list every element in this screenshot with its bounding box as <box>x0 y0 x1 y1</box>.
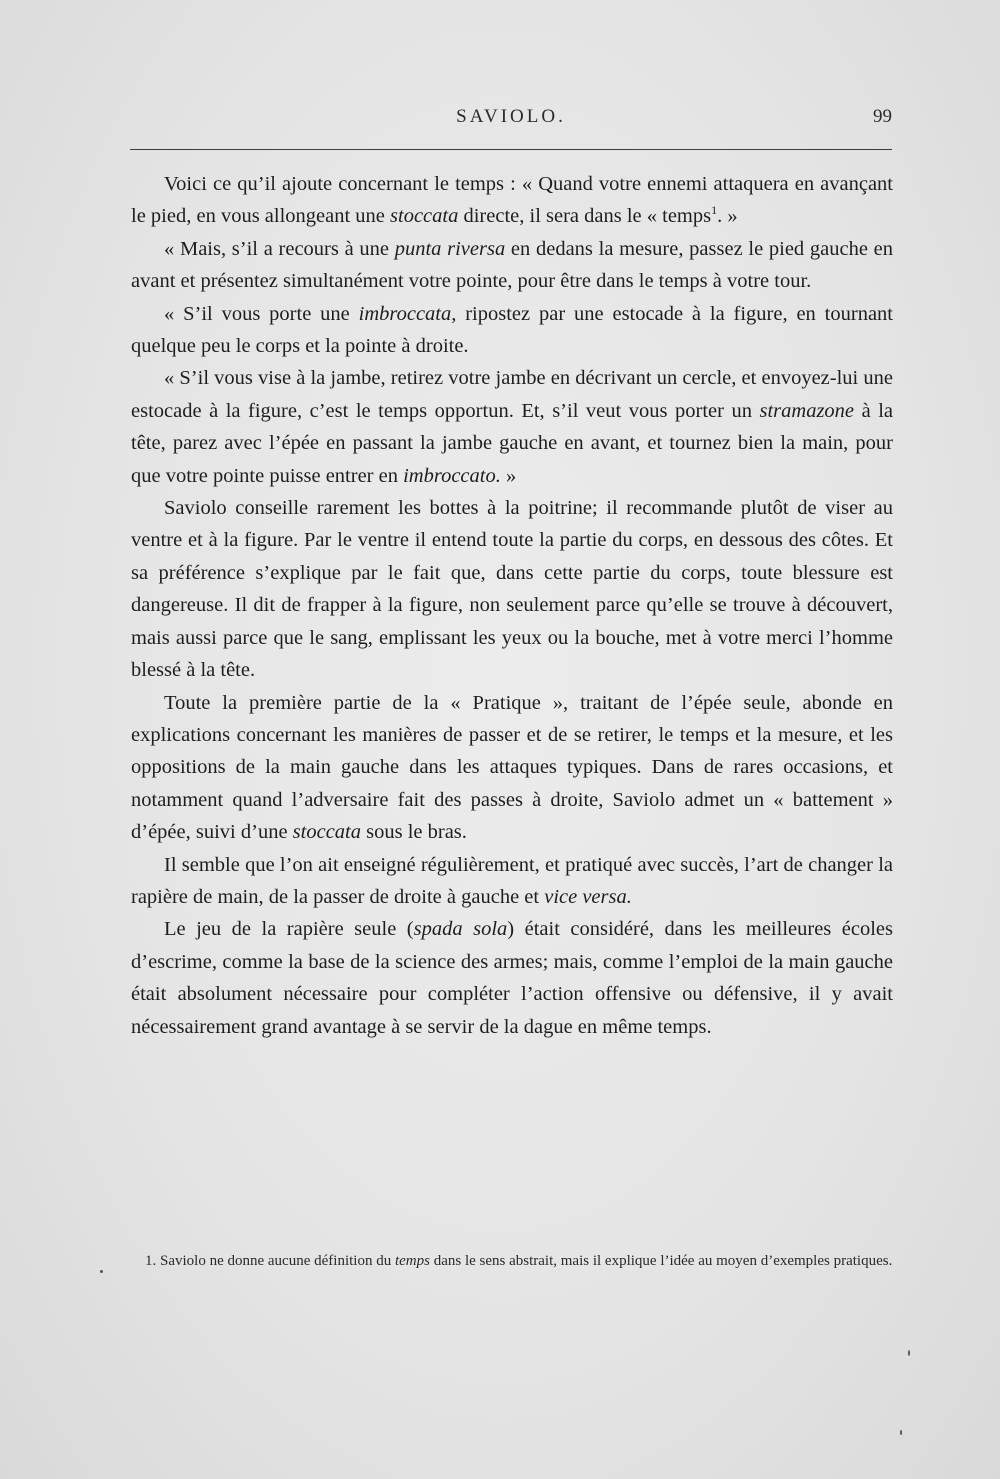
paragraph <box>131 233 893 298</box>
running-head <box>130 106 892 136</box>
text-run: directe, il sera dans le « temps <box>458 205 712 228</box>
paragraph <box>131 168 893 233</box>
text-run: » <box>500 464 517 487</box>
header-rule <box>130 149 892 150</box>
footnote <box>131 1250 893 1272</box>
body-text <box>131 168 893 1043</box>
italic-term: stramazone <box>759 399 855 422</box>
print-speck <box>100 1270 103 1273</box>
italic-term: punta riversa <box>394 237 506 260</box>
italic-term: vice versa. <box>544 885 632 908</box>
italic-term: temps <box>394 1253 430 1269</box>
text-run: Toute la première partie de la « Pratique », traitant de l’épée seule, abonde en explications concernant les manières de passer et de se retirer, le temps et la mesure, et les oppositions de la main gauche dans les attaques typiques. Dans de rares occasions, et notamment quand l’adversaire fait des passes à droite, Saviolo admet un « battement » d’épée, suivi d’une <box>131 691 893 844</box>
paragraph <box>131 849 893 914</box>
paragraph <box>131 687 893 849</box>
text-run: dans le sens abstrait, mais il explique l’idée au moyen d’exemples pratiques. <box>429 1253 893 1269</box>
paragraph <box>131 913 893 1043</box>
text-run: « S’il vous vise à la jambe, retirez votre jambe en décrivant un cercle, et envoyez-lui une estocade à la figure, c’est le temps opportun. Et, s’il veut vous porter un <box>131 367 893 422</box>
text-run: ) était considéré, dans les meilleures écoles d’escrime, comme la base de la science des armes; mais, comme l’emploi de la main gauche était absolument nécessaire pour compléter l’action offensive ou défensive, il y avait nécessairement grand avantage à se servir de la dague en même temps. <box>131 918 893 1038</box>
text-run: Le jeu de la rapière seule ( <box>164 918 414 941</box>
text-run: . » <box>717 205 738 228</box>
italic-term: imbroccata, <box>358 302 457 325</box>
paragraph <box>131 492 893 686</box>
italic-term: spada sola <box>413 918 508 941</box>
text-run: Voici ce qu’il ajoute concernant le temps : « Quand votre ennemi attaquera en avançant le pied, en vous allongeant une <box>131 173 893 228</box>
italic-term: imbroccato. <box>403 464 501 487</box>
text-run: en dedans la mesure, passez le pied gauche en avant et présentez simultanément votre pointe, pour être dans le temps à votre tour. <box>131 237 894 293</box>
text-run: à la tête, parez avec l’épée en passant la jambe gauche en avant, et tournez bien la main, pour que votre pointe puisse entrer en <box>131 399 893 487</box>
text-run: Saviolo conseille rarement les bottes à la poitrine; il recommande plutôt de viser au ventre et à la figure. Par le ventre il entend toute la partie du corps, en dessous des côtes. Et sa préférence s’explique par le fait que, dans cette partie du corps, toute blessure est dangereuse. Il dit de frapper à la figure, non seulement parce qu’elle se trouve à découvert, mais aussi parce que le sang, emplissant les yeux ou la bouche, met à votre merci l’homme blessé à la tête. <box>131 497 893 682</box>
italic-term: stoccata <box>292 821 361 844</box>
text-run: ripostez par une estocade à la figure, en tournant quelque peu le corps et la pointe à droite. <box>131 302 893 358</box>
paragraph <box>131 298 893 363</box>
page-number: 99 <box>873 106 892 127</box>
text-run: sous le bras. <box>361 821 467 844</box>
italic-term: stoccata <box>390 205 459 228</box>
text-run: « Mais, s’il a recours à une <box>164 237 395 260</box>
footnote-reference: 1 <box>711 203 718 218</box>
print-speck <box>908 1350 910 1356</box>
footnote-text <box>131 1250 893 1272</box>
text-run: Il semble que l’on ait enseigné régulièrement, et pratiqué avec succès, l’art de changer la rapière de main, de la passer de droite à gauche et <box>131 853 893 908</box>
running-title: SAVIOLO. <box>456 106 566 127</box>
paragraph <box>131 362 893 492</box>
text-run: 1. Saviolo ne donne aucune définition du <box>145 1253 395 1269</box>
print-speck <box>900 1430 902 1435</box>
text-run: « S’il vous porte une <box>164 302 359 325</box>
